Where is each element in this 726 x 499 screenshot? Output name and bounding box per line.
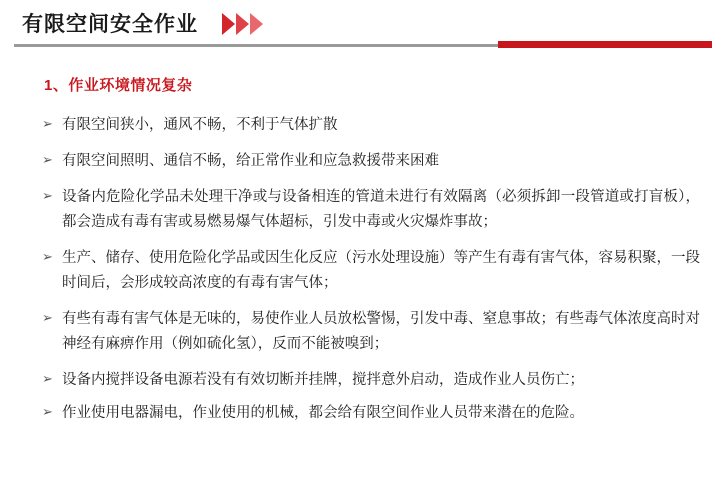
arrow-right-icon bbox=[250, 13, 263, 35]
section-title: 1、作业环境情况复杂 bbox=[44, 77, 193, 94]
list-item bbox=[40, 149, 700, 174]
bullet-marker-icon: ➢ bbox=[42, 404, 53, 420]
list-item-text: 有限空间照明、通信不畅，给正常作业和应急救援带来困难 bbox=[62, 152, 439, 169]
bullet-marker-icon: ➢ bbox=[42, 151, 53, 167]
slide-body bbox=[0, 48, 726, 426]
list-item bbox=[40, 185, 700, 235]
list-item-text: 设备内危险化学品未处理干净或与设备相连的管道未进行有效隔离（必须拆卸一段管道或打盲板），都会造成有毒有害或易燃易爆气体超标，引发中毒或火灾爆炸事故； bbox=[62, 188, 700, 230]
list-item bbox=[40, 307, 700, 357]
list-item bbox=[40, 368, 700, 393]
arrow-right-icon bbox=[222, 13, 235, 35]
list-item-text: 设备内搅拌设备电源若没有有效切断并挂牌，搅拌意外启动，造成作业人员伤亡； bbox=[62, 371, 584, 388]
list-item-text: 有限空间狭小，通风不畅，不利于气体扩散 bbox=[62, 117, 338, 133]
bullet-marker-icon: ➢ bbox=[42, 248, 53, 264]
list-item-text: 作业使用电器漏电，作业使用的机械，都会给有限空间作业人员带来潜在的危险。 bbox=[62, 405, 584, 422]
header-divider-left bbox=[14, 44, 498, 47]
bullet-marker-icon: ➢ bbox=[42, 309, 53, 325]
arrow-decoration bbox=[222, 13, 263, 35]
bullet-list bbox=[40, 113, 700, 426]
arrow-right-icon bbox=[236, 13, 249, 35]
list-item bbox=[40, 113, 700, 138]
list-item bbox=[40, 246, 700, 296]
list-item bbox=[40, 401, 700, 426]
bullet-marker-icon: ➢ bbox=[42, 187, 53, 203]
page-title: 有限空间安全作业 bbox=[22, 12, 198, 36]
list-item-text: 有些有毒有害气体是无味的，易使作业人员放松警惕，引发中毒、窒息事故；有些毒气体浓度高时对神经有麻痹作用（例如硫化氢），反而不能被嗅到； bbox=[62, 310, 700, 352]
bullet-marker-icon: ➢ bbox=[42, 370, 53, 386]
list-item-text: 生产、储存、使用危险化学品或因生化反应（污水处理设施）等产生有毒有害气体，容易积聚，一段时间后，会形成较高浓度的有毒有害气体； bbox=[62, 249, 700, 291]
bullet-marker-icon: ➢ bbox=[42, 116, 53, 131]
header-divider-right bbox=[498, 41, 712, 48]
